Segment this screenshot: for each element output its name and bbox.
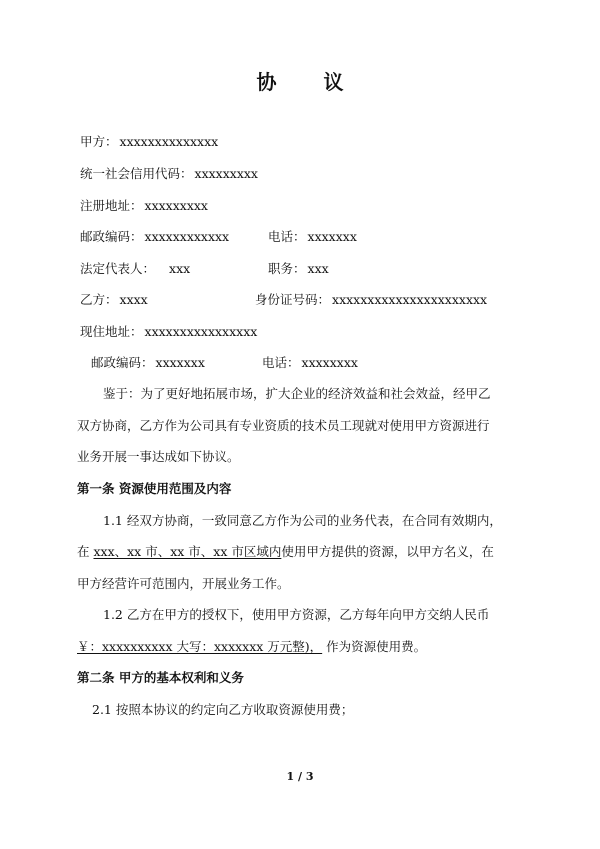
article-1-p2-line-2: [77, 639, 426, 655]
legal-rep-value: xxx: [169, 261, 191, 276]
legal-rep-line: [80, 261, 190, 277]
b-postal-line: [91, 355, 205, 371]
preamble-line-2: 双方协商，乙方作为公司具有专业资质的技术员工现就对使用甲方资源进行: [77, 418, 490, 433]
article-1-heading: 第一条 资源使用范围及内容: [77, 481, 232, 496]
a-phone-label: 电话：: [268, 229, 306, 244]
position-value: xxx: [307, 261, 329, 276]
article-1-p1-pre: 在: [77, 544, 94, 559]
preamble-line-3: 业务开展一事达成如下协议。: [77, 449, 240, 464]
article-1-fee-underlined: ￥：xxxxxxxxxx 大写：xxxxxxx 万元整)，: [77, 639, 323, 654]
article-1-p1-post: 使用甲方提供的资源，以甲方名义，在: [281, 544, 494, 559]
party-b-value: xxxx: [119, 292, 148, 307]
id-value: xxxxxxxxxxxxxxxxxxxxxx: [332, 292, 488, 307]
article-1-p1-line-1: 1.1 经双方协商，一致同意乙方作为公司的业务代表，在合同有效期内，: [103, 513, 502, 528]
article-1-region-underlined: xxx、xx 市、xx 市、xx 市区域内: [93, 544, 282, 559]
party-a-value: xxxxxxxxxxxxxx: [119, 134, 219, 149]
article-1-p1-line-3: 甲方经营许可范围内，开展业务工作。: [77, 576, 290, 591]
party-b-label: 乙方：: [80, 292, 118, 307]
party-a-line: [80, 134, 218, 150]
reg-address-value: xxxxxxxxx: [144, 198, 208, 213]
address-line: [80, 324, 257, 340]
b-postal-value: xxxxxxx: [155, 355, 205, 370]
article-2-heading: 第二条 甲方的基本权利和义务: [77, 670, 244, 685]
b-phone-label: 电话：: [262, 355, 300, 370]
preamble-line-1: 鉴于：为了更好地拓展市场，扩大企业的经济效益和社会效益，经甲乙: [103, 386, 491, 401]
position-label: 职务：: [268, 261, 306, 276]
a-postal-label: 邮政编码：: [80, 229, 143, 244]
reg-address-label: 注册地址：: [80, 198, 143, 213]
a-postal-value: xxxxxxxxxxxx: [144, 229, 230, 244]
id-label: 身份证号码：: [255, 292, 331, 307]
article-1-p1-line-2: [77, 544, 494, 560]
article-1-p2-line-1: 1.2 乙方在甲方的授权下，使用甲方资源，乙方每年向甲方交纳人民币: [103, 607, 490, 622]
credit-code-line: [80, 166, 258, 182]
reg-address-line: [80, 198, 208, 214]
page-number: 1 / 3: [286, 770, 314, 783]
party-a-label: 甲方：: [80, 134, 118, 149]
credit-code-value: xxxxxxxxx: [194, 166, 258, 181]
legal-rep-label: 法定代表人：: [80, 261, 156, 276]
a-phone-line: [268, 229, 357, 245]
b-phone-value: xxxxxxxx: [301, 355, 358, 370]
article-2-p1: 2.1 按照本协议的约定向乙方收取资源使用费；: [92, 702, 354, 717]
party-b-line: [80, 292, 148, 308]
address-label: 现住地址：: [80, 324, 143, 339]
address-value: xxxxxxxxxxxxxxxx: [144, 324, 258, 339]
b-postal-label: 邮政编码：: [91, 355, 154, 370]
b-phone-line: [262, 355, 358, 371]
article-1-fee-post: 作为资源使用费。: [326, 639, 427, 654]
credit-code-label: 统一社会信用代码：: [80, 166, 193, 181]
document-title: 协 议: [256, 70, 364, 94]
a-phone-value: xxxxxxx: [307, 229, 357, 244]
position-line: [268, 261, 329, 277]
a-postal-line: [80, 229, 229, 245]
id-line: [255, 292, 487, 308]
